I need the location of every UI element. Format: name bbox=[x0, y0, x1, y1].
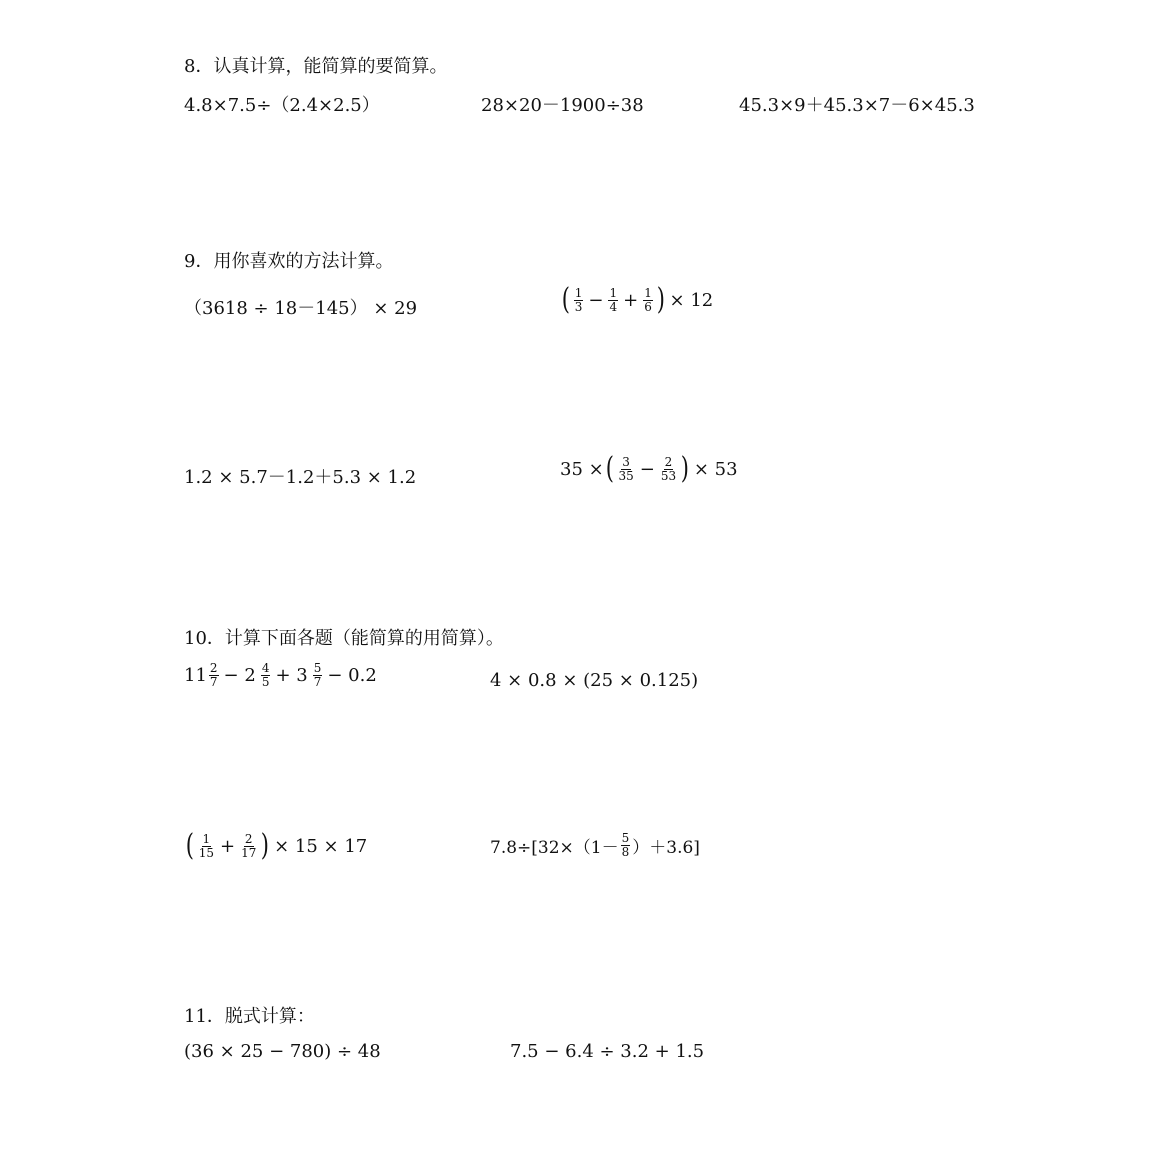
left-paren: ( bbox=[605, 451, 614, 486]
fraction: $\frac{5}{8}$ bbox=[621, 831, 630, 859]
fraction: $\frac{5}{7}$ bbox=[313, 661, 322, 689]
q11-expression-2: 7.5 − 6.4 ÷ 3.2 + 1.5 bbox=[510, 1041, 705, 1062]
q9-expression-2: ( $\frac{1}{3}$ − $\frac{1}{4}$ + $\frac{1}{6}$ ) × 12 bbox=[561, 282, 714, 317]
question-9-title: 9．用你喜欢的方法计算。 bbox=[184, 251, 394, 272]
q10-expression-3: ( $\frac{1}{15}$ + $\frac{2}{17}$ ) × 15 × 17 bbox=[185, 828, 368, 863]
fraction: $\frac{3}{35}$ bbox=[618, 454, 634, 483]
q8-expression-3: 45.3×9＋45.3×7－6×45.3 bbox=[739, 95, 975, 116]
question-8-title: 8．认真计算，能简算的要简算。 bbox=[184, 56, 448, 77]
fraction: $\frac{1}{6}$ bbox=[644, 285, 652, 314]
q10-expression-4: 7.8÷[32×（1－ $\frac{5}{8}$ ）＋3.6] bbox=[490, 831, 700, 859]
q9-expression-3: 1.2 × 5.7－1.2＋5.3 × 1.2 bbox=[184, 467, 417, 488]
fraction: $\frac{2}{7}$ bbox=[209, 661, 218, 689]
q11-expression-1: (36 × 25 − 780) ÷ 48 bbox=[184, 1041, 381, 1062]
right-paren: ) bbox=[680, 451, 690, 486]
fraction: $\frac{1}{3}$ bbox=[574, 285, 583, 314]
fraction: $\frac{2}{17}$ bbox=[241, 831, 257, 860]
q10-expression-2: 4 × 0.8 × (25 × 0.125) bbox=[490, 670, 699, 691]
fraction: $\frac{1}{4}$ bbox=[609, 285, 618, 314]
question-11-title: 11．脱式计算： bbox=[184, 1006, 315, 1027]
q8-expression-1: 4.8×7.5÷（2.4×2.5） bbox=[184, 95, 380, 116]
left-paren: ( bbox=[561, 282, 570, 317]
fraction: $\frac{4}{5}$ bbox=[261, 661, 270, 689]
q9-expression-4: 35 × ( $\frac{3}{35}$ − $\frac{2}{53}$ ) × 53 bbox=[560, 451, 738, 486]
fraction: $\frac{1}{15}$ bbox=[198, 831, 214, 860]
question-10-title: 10．计算下面各题（能简算的用简算）。 bbox=[184, 628, 504, 649]
fraction: $\frac{2}{53}$ bbox=[660, 454, 677, 483]
right-paren: ) bbox=[261, 828, 270, 863]
right-paren: ) bbox=[656, 282, 665, 317]
q9-expression-1: （3618 ÷ 18－145） × 29 bbox=[184, 298, 418, 319]
q8-expression-2: 28×20－1900÷38 bbox=[481, 95, 644, 116]
q10-expression-1: 11 $\frac{2}{7}$ − 2 $\frac{4}{5}$ + 3 $\frac{5}{7}$ − 0.2 bbox=[184, 661, 377, 689]
left-paren: ( bbox=[185, 828, 194, 863]
